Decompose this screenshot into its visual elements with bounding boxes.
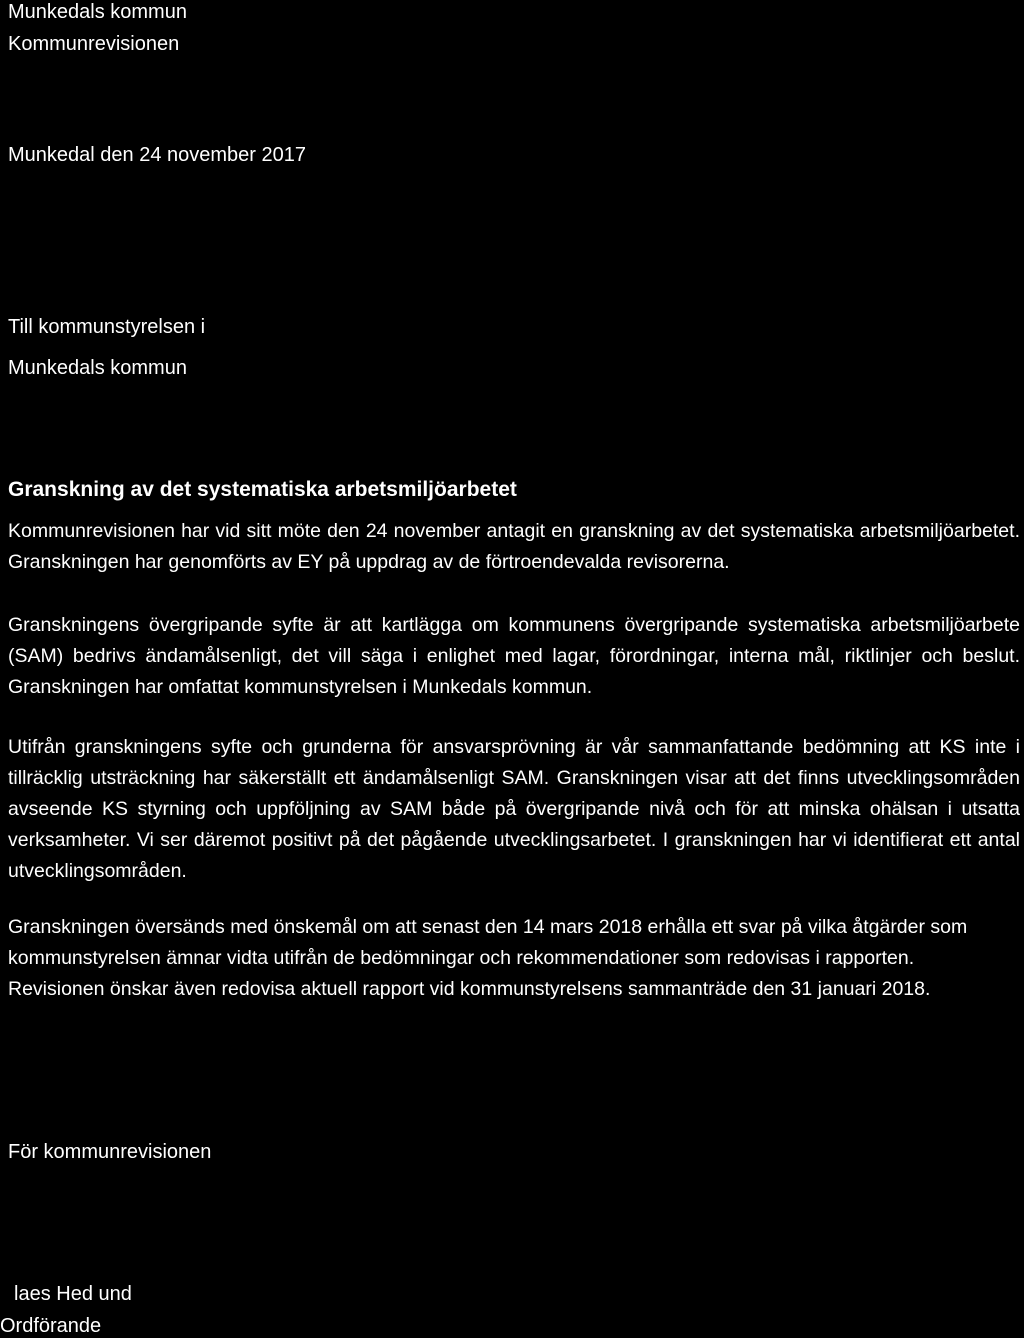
signatory-role: Ordförande <box>0 1315 102 1337</box>
recipient-line-2: Munkedals kommun <box>8 357 187 379</box>
date-line: Munkedal den 24 november 2017 <box>8 144 306 166</box>
paragraph-4: Granskningen översänds med önskemål om att senast den 14 mars 2018 erhålla ett svar på vilka åtgärder som kommunstyrelsen ämnar vidta utifrån de bedömningar och rekommendationer som redovisas i rapporten. Revisionen önskar även redovisa aktuell rapport vid kommunstyrelsens sammanträde den 31 januari 2018. <box>8 916 968 1000</box>
department-name: Kommunrevisionen <box>8 33 180 55</box>
paragraph-1: Kommunrevisionen har vid sitt möte den 24 november antagit en granskning av det systematiska arbetsmiljöarbetet. Granskningen har genomförts av EY på uppdrag av de förtroendevalda revisorerna. <box>8 520 1020 573</box>
org-name: Munkedals kommun <box>8 1 187 23</box>
recipient-line-1: Till kommunstyrelsen i <box>8 316 206 338</box>
paragraph-3: Utifrån granskningens syfte och grunderna för ansvarsprövning är vår sammanfattande bedömning att KS inte i tillräcklig utsträckning har säkerställt ett ändamålsenligt SAM. Granskningen visar att det finns utvecklingsområden avseende KS styrning och uppföljning av SAM både på övergripande nivå och för att minska ohälsan i utsatta verksamheter. Vi ser däremot positivt på det pågående utvecklingsarbetet. I granskningen har vi identifierat ett antal utvecklingsområden. <box>8 736 1020 882</box>
letter-title: Granskning av det systematiska arbetsmiljöarbetet <box>8 478 517 501</box>
paragraph-2: Granskningens övergripande syfte är att kartlägga om kommunens övergripande systematiska arbetsmiljöarbete (SAM) bedrivs ändamålsenligt, det vill säga i enlighet med lagar, förordningar, interna mål, riktlinjer och beslut. Granskningen har omfattat kommunstyrelsen i Munkedals kommun. <box>8 614 1020 698</box>
signatory-name: laes Hed und <box>14 1283 132 1305</box>
closing-line: För kommunrevisionen <box>8 1141 212 1163</box>
